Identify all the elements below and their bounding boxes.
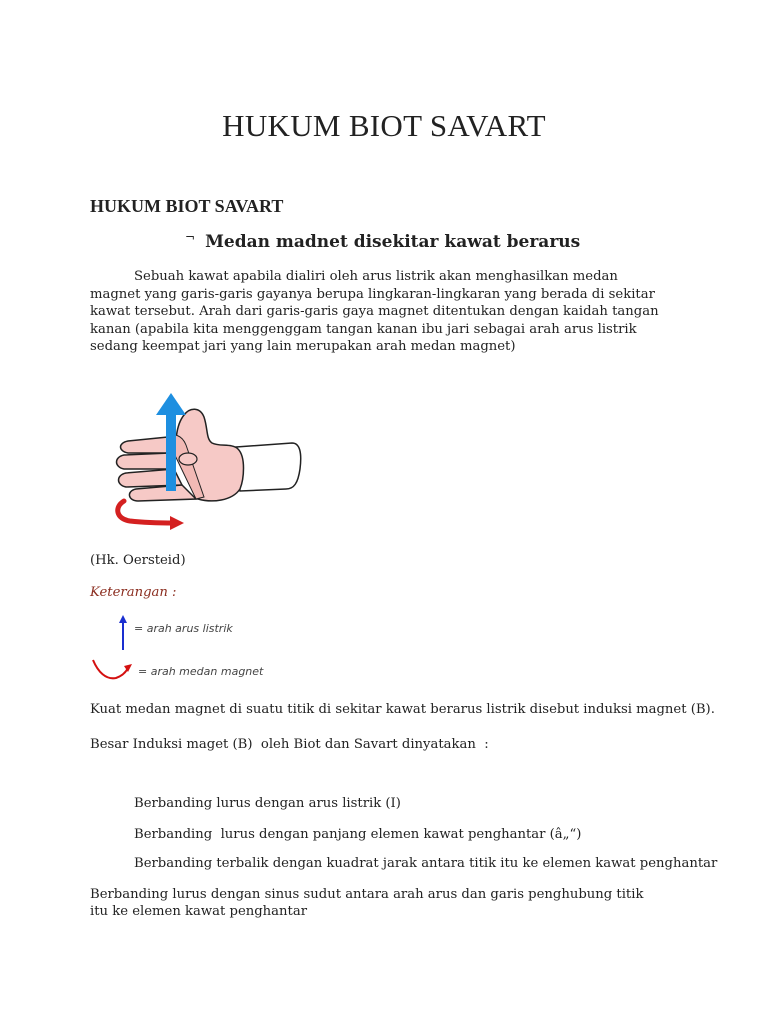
intro-paragraph-text: Sebuah kawat apabila dialiri oleh arus listrik akan menghasilkan medan magnet yang garis-garis gayanya berupa lingkaran-lingkaran yang berada di sekitar kawat tersebut. Arah dari garis-garis gaya magnet ditentukan dengan kaidah tangan kanan (apabila kita menggenggam tangan kanan ibu jari sebagai arah arus listrik sedang keempat jari yang lain merupakan arah medan magnet) (90, 269, 659, 354)
right-hand-rule-illustration (108, 385, 308, 533)
legend-current (118, 614, 233, 650)
up-arrow-icon (118, 614, 128, 650)
legend-field-text: = arah medan magnet (138, 664, 264, 678)
intro-paragraph (90, 268, 665, 356)
induction-text: Kuat medan magnet di suatu titik di sekitar kawat berarus listrik disebut induksi magnet (B). (90, 702, 715, 717)
subheading-text: Medan madnet disekitar kawat berarus (205, 232, 581, 252)
point-2: Berbanding lurus dengan panjang elemen kawat penghantar (â„“) (134, 827, 582, 842)
caption: (Hk. Oersteid) (90, 553, 186, 568)
keterangan-label: Keterangan : (90, 585, 177, 600)
curved-arrow-icon (90, 656, 134, 686)
legend-field (90, 656, 263, 686)
point-1: Berbanding lurus dengan arus listrik (I) (134, 796, 401, 811)
point-3: Berbanding terbalik dengan kuadrat jarak antara titik itu ke elemen kawat penghantar (134, 856, 718, 871)
formula-intro: Besar Induksi maget (B) oleh Biot dan Savart dinyatakan : (90, 737, 489, 752)
subheading (185, 232, 580, 252)
legend-current-text: = arah arus listrik (134, 621, 233, 635)
bullet-glyph: ¬ (185, 230, 196, 244)
section-heading: HUKUM BIOT SAVART (90, 196, 284, 216)
final-point: Berbanding lurus dengan sinus sudut antara arah arus dan garis penghubung titik itu ke elemen kawat penghantar (90, 887, 644, 919)
page-title: HUKUM BIOT SAVART (222, 108, 546, 143)
